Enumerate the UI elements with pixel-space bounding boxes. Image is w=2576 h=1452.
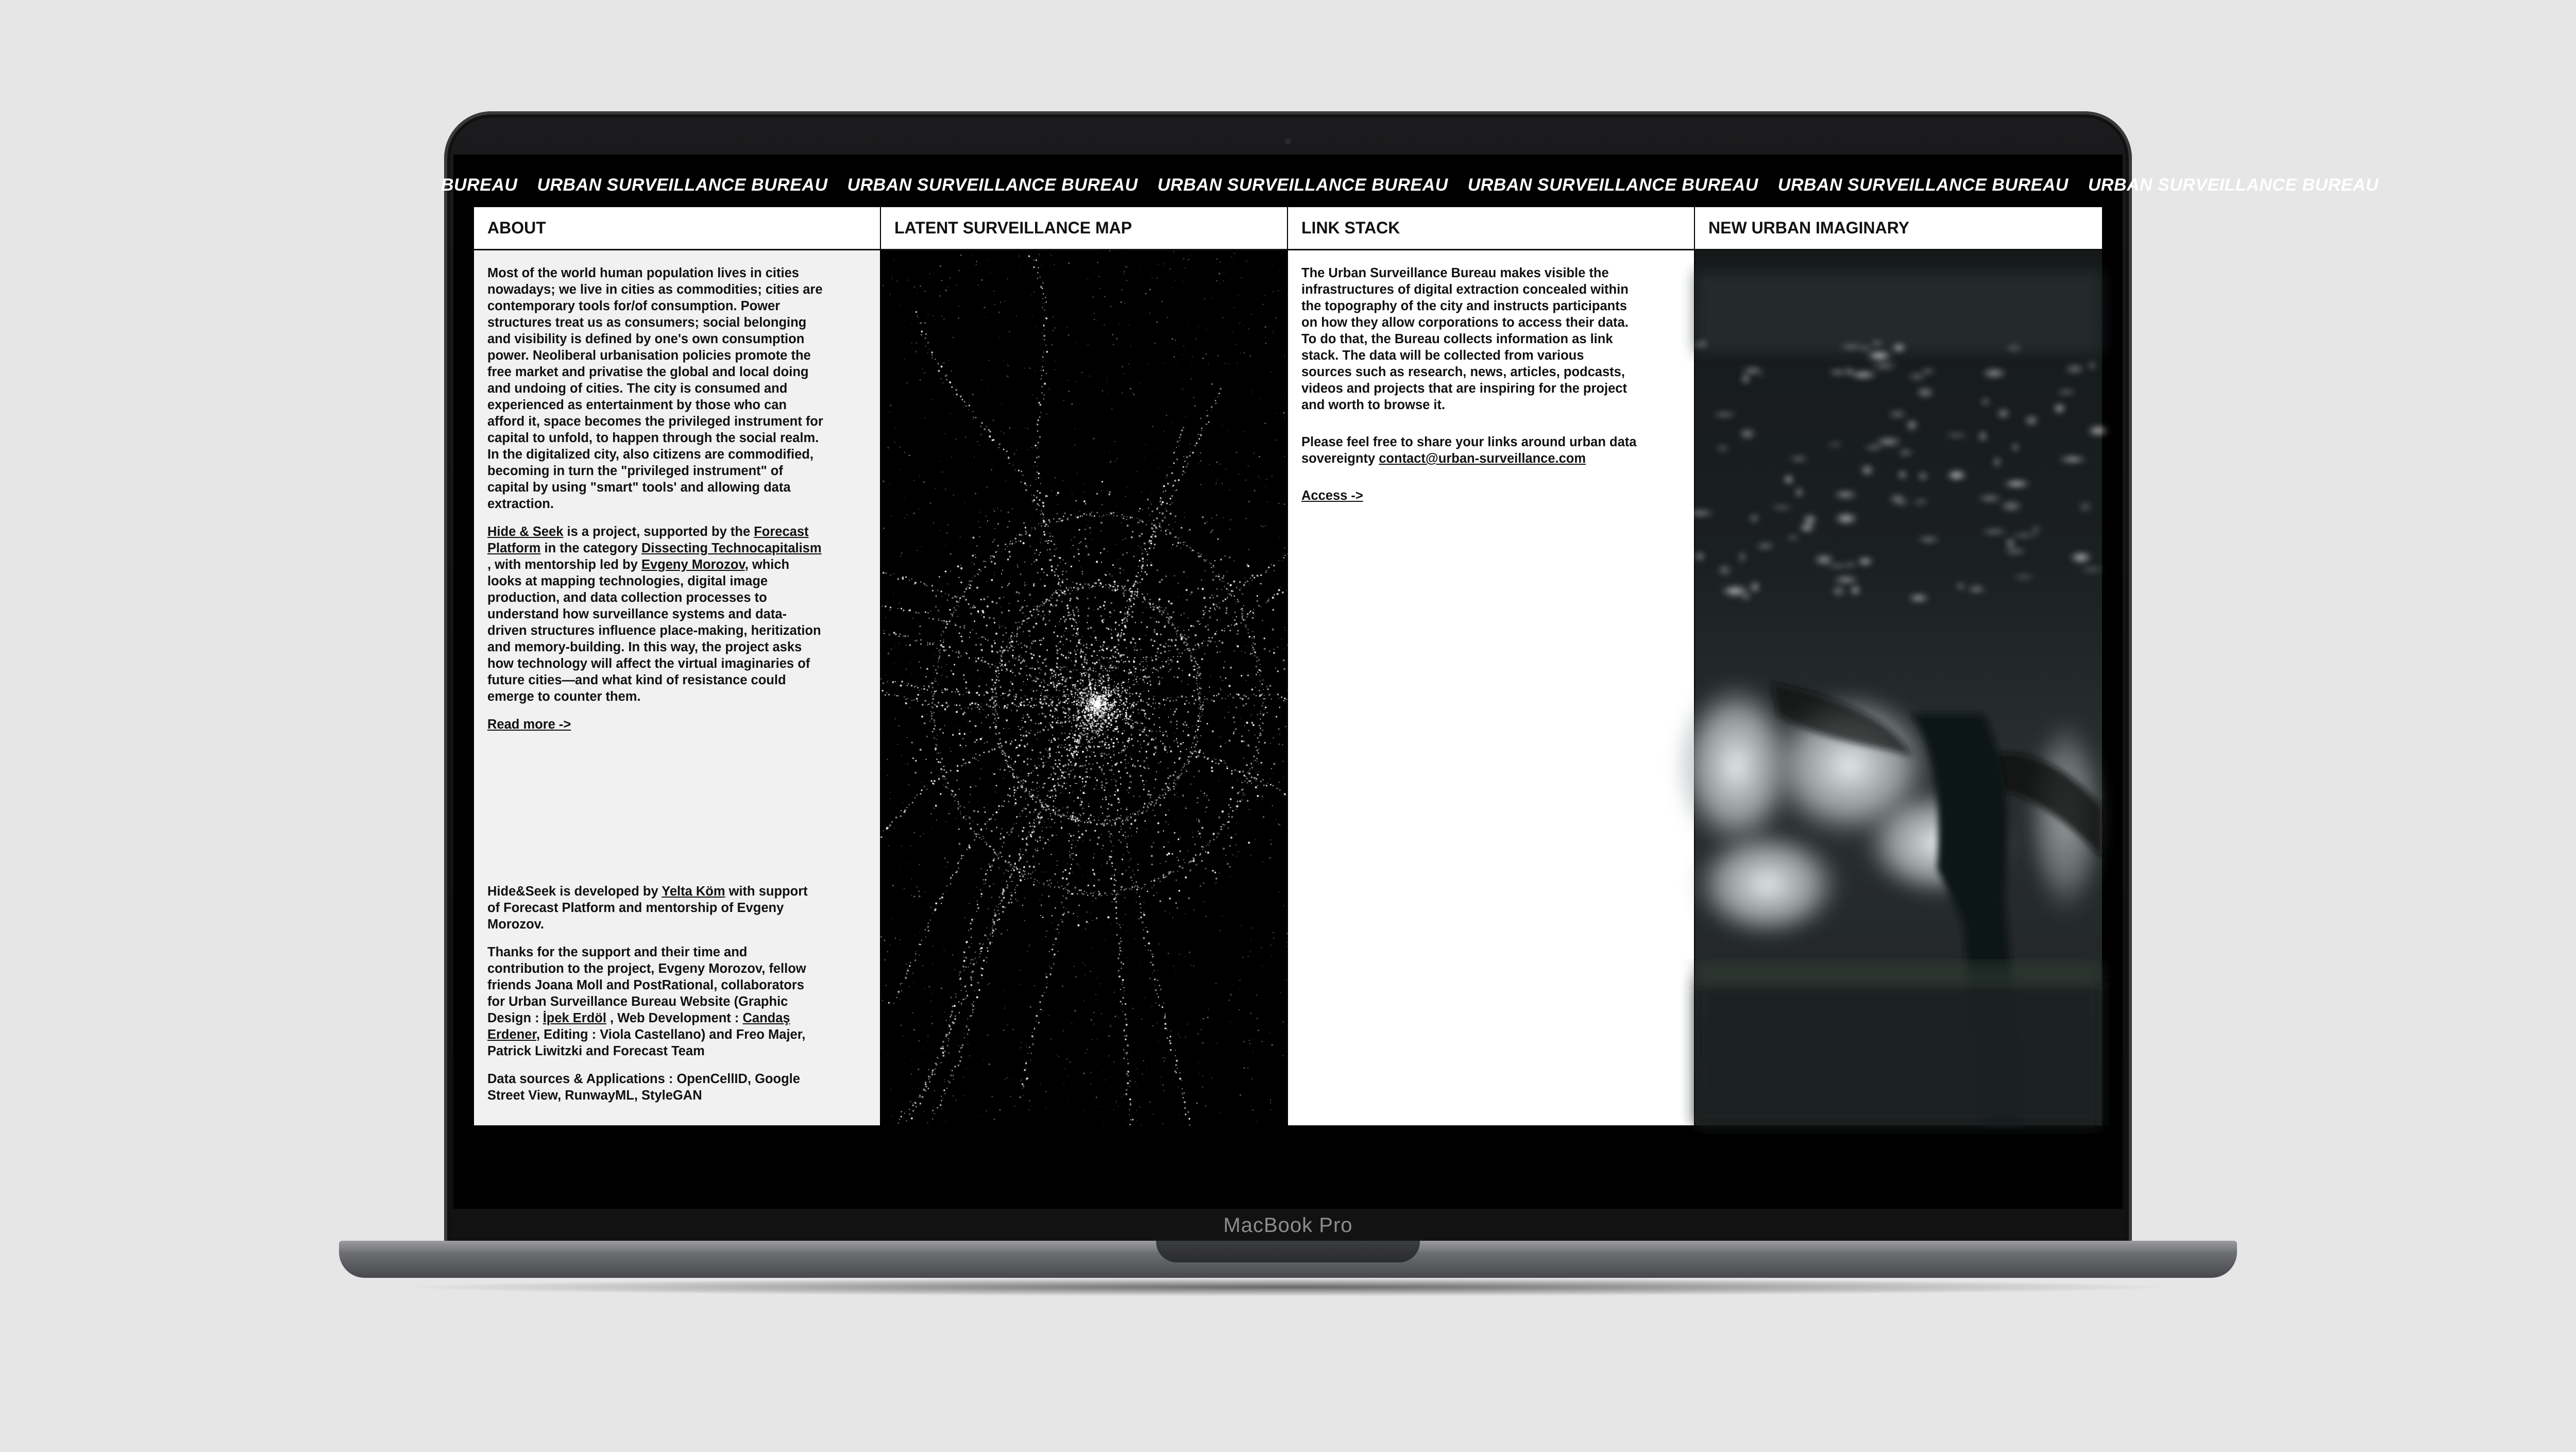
map-dots	[880, 250, 1289, 1126]
marquee-item: URBAN SURVEILLANCE BUREAU	[1467, 175, 1758, 195]
mentor-link[interactable]: Evgeny Morozov	[641, 558, 745, 572]
marquee-item: URBAN SURVEILLANCE BUREAU	[847, 175, 1138, 195]
credits-paragraph-1	[487, 883, 823, 933]
map-title[interactable]: LATENT SURVEILLANCE MAP	[881, 207, 1287, 250]
yelta-kom-link[interactable]: Yelta Köm	[662, 884, 725, 899]
share-links-text: Please feel free to share your links around urban data sovereignty	[1301, 435, 1637, 466]
title-marquee	[441, 175, 2379, 198]
forecast-platform-link[interactable]: Forecast Platform	[487, 525, 809, 555]
linkstack-title[interactable]: LINK STACK	[1288, 207, 1694, 250]
access-wrap	[1301, 487, 1637, 504]
linkstack-paragraph-1: The Urban Surveillance Bureau makes visible the infrastructures of digital extraction concealed within the topography of the city and instructs participants on how they allow corporations to access their data. To do that, the Bureau collects information as link stack. The data will be collected from various sources such as research, news, articles, podcasts, videos and projects that are inspiring for the project and worth to browse it.	[1301, 266, 1629, 412]
hide-seek-link[interactable]: Hide & Seek	[487, 525, 564, 539]
about-title[interactable]: ABOUT	[474, 207, 880, 250]
read-more-wrap	[487, 716, 823, 733]
credits-paragraph-2	[487, 944, 823, 1059]
marquee-item: URBAN SURVEILLANCE BUREAU	[1777, 175, 2069, 195]
about-spacer	[487, 744, 823, 883]
about-column	[474, 207, 881, 1125]
about-p2-text-4: , which looks at mapping technologies, digital image production, and data collection processes to understand how surveillance systems and data-driven structures influence place-making, heritization and memory-building. In this way, the project asks how technology will affect the virtual imaginaries of future cities—and what kind of resistance could emerge to counter them.	[487, 558, 821, 704]
map-column	[881, 207, 1288, 1125]
urban-imaginary-image[interactable]	[1695, 250, 2102, 1125]
linkstack-body	[1288, 250, 1694, 1125]
imaginary-column	[1695, 207, 2102, 1125]
marquee-item: URBAN SURVEILLANCE BUREAU	[1157, 175, 1448, 195]
webcam	[1285, 138, 1291, 144]
marquee-track	[441, 175, 2398, 195]
contact-email-link[interactable]: contact@urban-surveillance.com	[1379, 451, 1586, 466]
about-paragraph-1: Most of the world human population lives in cities nowadays; we live in cities as commodities; cities are contemporary tools for/of consumption. Power structures treat us as consumers; social belonging and visibility is defined by one's own consumption power. Neoliberal urbanisation policies promote the free market and privatise the global and local doing and undoing of cities. The city is consumed and experienced as entertainment by those who can afford it, space becomes the privileged instrument for capital to unfold, to happen through the social realm. In the digitalized city, also citizens are commodified, becoming in turn the "privileged instrument" of capital by using "smart" tools' and allowing data extraction.	[487, 266, 823, 511]
designer-link[interactable]: İpek Erdöl	[543, 1011, 606, 1025]
credits-p2-text-1: Thanks for the support and their time and contribution to the project, Evgeny Morozov, fellow friends Joana Moll and PostRational, collaborators for Urban Surveillance Bureau Website (Graphic Design :	[487, 945, 806, 1025]
linkstack-paragraph-2	[1301, 434, 1637, 467]
columns-grid	[474, 207, 2102, 1125]
credits-p2-text-2: , Web Development :	[606, 1011, 743, 1025]
marquee-item: BUREAU	[441, 175, 518, 195]
about-body	[474, 250, 880, 1125]
marquee-item: URBAN SURVEILLANCE BUREAU	[2088, 175, 2379, 195]
data-sources-paragraph: Data sources & Applications : OpenCellID, Google Street View, RunwayML, StyleGAN	[487, 1072, 800, 1103]
credits-p1-text-2: with support of Forecast Platform and mentorship of Evgeny Morozov.	[487, 884, 808, 932]
linkstack-column	[1288, 207, 1695, 1125]
access-link[interactable]: Access ->	[1301, 488, 1363, 503]
gan-image-svg	[1695, 250, 2102, 1125]
latent-surveillance-map[interactable]	[881, 250, 1287, 1125]
imaginary-title[interactable]: NEW URBAN IMAGINARY	[1695, 207, 2102, 250]
laptop-notch	[1156, 1241, 1420, 1262]
marquee-item: URBAN SURVEILLANCE BUREAU	[537, 175, 828, 195]
laptop-chin: MacBook Pro	[450, 1209, 2126, 1242]
laptop-screen	[441, 155, 2379, 1209]
credits-p2-text-3: , Editing : Viola Castellano) and Freo Majer, Patrick Liwitzki and Forecast Team	[487, 1027, 806, 1058]
about-p2-text-1: is a project, supported by the	[563, 525, 754, 539]
developer-link[interactable]: Candaş Erdener	[487, 1011, 790, 1042]
about-p2-text-2: in the category	[540, 541, 641, 555]
read-more-link[interactable]: Read more ->	[487, 717, 571, 732]
map-dots-svg	[881, 250, 1288, 1125]
category-link[interactable]: Dissecting Technocapitalism	[641, 541, 822, 555]
about-p2-text-3: , with mentorship led by	[487, 558, 641, 572]
about-paragraph-2	[487, 524, 823, 705]
laptop-shadow	[392, 1278, 2184, 1296]
credits-p1-text-1: Hide&Seek is developed by	[487, 884, 662, 899]
